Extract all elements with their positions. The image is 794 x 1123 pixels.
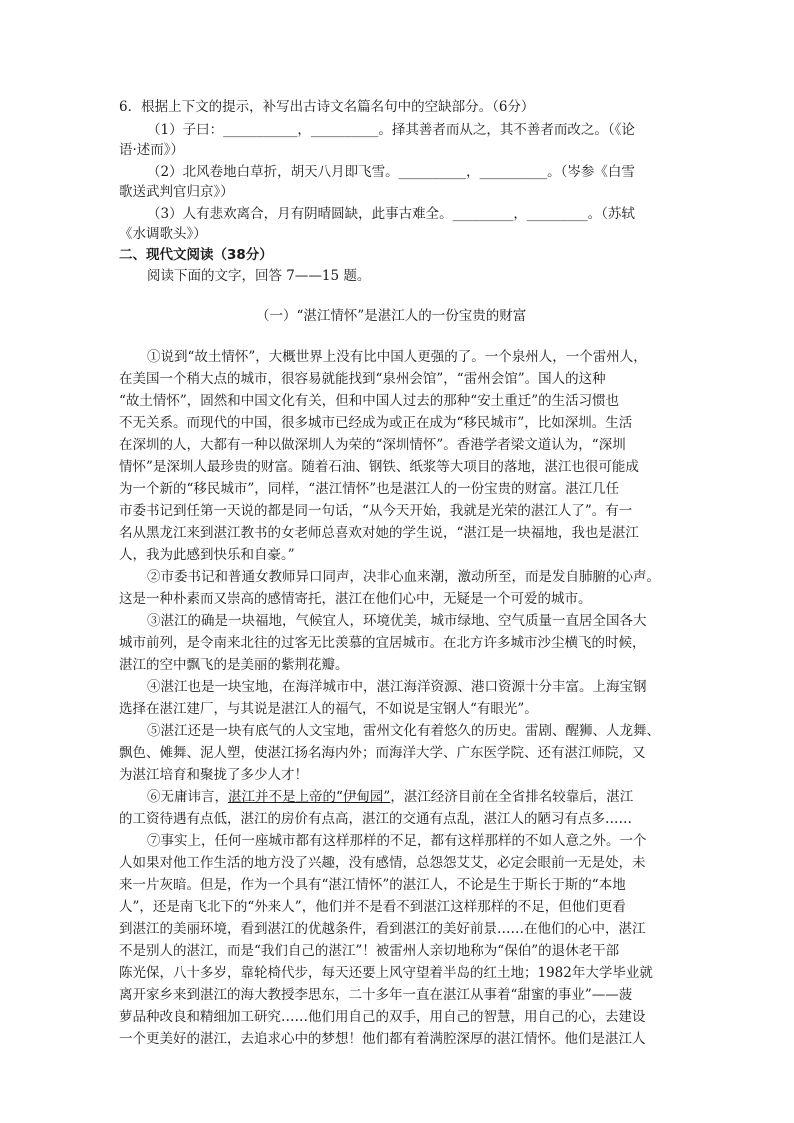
- paragraph-line: 在美国一个稍大点的城市，很容易就能找到“泉州会馆”，“雷州会馆”。国人的这种: [119, 371, 606, 387]
- paragraph-line: 不无关系。而现代的中国，很多城市已经成为或正在成为“移民城市”，比如深圳。生活: [119, 415, 633, 431]
- paragraph-line: 为湛江培育和聚拢了多少人才！: [119, 767, 308, 783]
- paragraph-line: ③湛江的确是一块福地，气候宜人，环境优美，城市绿地、空气质量一直居全国各大: [147, 613, 647, 629]
- article-title: （一）“湛江情怀”是湛江人的一份宝贵的财富: [256, 308, 527, 324]
- paragraph-line: 这是一种朴素而又崇高的感情寄托，湛江在他们心中，无疑是一个可爱的城市。: [119, 591, 592, 607]
- paragraph-line: 在深圳的人，大都有一种以做深圳人为荣的“深圳情怀”。香港学者梁文道认为，“深圳: [119, 437, 626, 453]
- paragraph-line: 为一个新的“移民城市”，同样，“湛江情怀”也是湛江人的一份宝贵的财富。湛江几任: [119, 481, 620, 497]
- paragraph-text: ⑥无庸讳言，: [147, 789, 228, 805]
- question-6-item-1-cont: 语·述而》）: [119, 142, 185, 158]
- paragraph-line: 城市前列，是令南来北往的过客无比羡慕的宜居城市。在北方许多城市沙尘横飞的时候，: [119, 635, 646, 651]
- paragraph-line: 人如果对他工作生活的地方没了兴趣，没有感情，总怨怨艾艾，必定会眼前一无是处，未: [119, 855, 646, 871]
- paragraph-line: 选择在湛江建厂，与其说是湛江人的福气，不如说是宝钢人“有眼光”。: [119, 701, 538, 717]
- paragraph-line: 萝品种改良和精细加工研究……他们用自己的双手，用自己的智慧，用自己的心，去建设: [119, 1009, 646, 1025]
- question-6-item-2: （2）北风卷地白草折，胡天八月即飞雪。__________，__________。（岑参《白雪: [147, 164, 635, 180]
- paragraph-line: “故土情怀”，固然和中国文化有关，但和中国人过去的那种“安土重迁”的生活习惯也: [119, 393, 620, 409]
- paragraph-line: ⑤湛江还是一块有底气的人文宝地，雷州文化有着悠久的历史。雷剧、醒狮、人龙舞、: [147, 723, 660, 739]
- question-6-item-1: （1）子曰：___________，__________。择其善者而从之，其不善者而改之。（《论: [147, 122, 635, 138]
- paragraph-line: 一个更美好的湛江，去追求心中的梦想！他们都有着满腔深厚的湛江情怀。他们是湛江人: [119, 1031, 646, 1047]
- paragraph-line: 到湛江的美丽环境，看到湛江的优越条件，看到湛江的美好前景……在他们的心中，湛江: [119, 921, 646, 937]
- question-6-item-3-cont: 《水调歌头》）: [119, 226, 207, 242]
- paragraph-line: ①说到“故土情怀”，大概世界上没有比中国人更强的了。一个泉州人，一个雷州人，: [147, 349, 647, 365]
- paragraph-line: 离开家乡来到湛江的海大教授李思东，二十多年一直在湛江从事着“甜蜜的事业”——菠: [119, 987, 633, 1003]
- paragraph-line: 陈光保，八十多岁，靠轮椅代步，每天还要上风守望着半岛的红土地；1982年大学毕业就: [119, 965, 653, 981]
- question-6-header: 6．根据上下文的提示，补写出古诗文名篇名句中的空缺部分。（6分）: [119, 99, 535, 115]
- paragraph-text: ，湛江经济目前在全省排名较靠后，湛江: [390, 789, 634, 805]
- paragraph-line: ⑦事实上，任何一座城市都有这样那样的不足，都有这样那样的不如人意之外。一个: [147, 833, 647, 849]
- paragraph-line: 不是别人的湛江，而是“我们自己的湛江”！被雷州人亲切地称为“保伯”的退休老干部: [119, 943, 620, 959]
- underlined-phrase: 湛江并不是上帝的“伊甸园”: [228, 789, 391, 805]
- paragraph-line: [147, 787, 633, 807]
- section-title: 二、现代文阅读（38分）: [119, 247, 273, 263]
- paragraph-line: 人，我为此感到快乐和自豪。”: [119, 547, 295, 563]
- question-6-item-3: （3）人有悲欢离合，月有阴晴圆缺，此事古难全。_________，_________。（苏轼: [147, 206, 635, 222]
- paragraph-line: ②市委书记和普通女教师异口同声，决非心血来潮，激动所至，而是发自肺腑的心声。: [147, 569, 660, 585]
- section-instruction: 阅读下面的文字，回答 7——15 题。: [147, 268, 371, 284]
- paragraph-line: 的工资待遇有点低，湛江的房价有点高，湛江的交通有点乱，湛江人的陋习有点多……: [119, 811, 632, 827]
- paragraph-line: 名从黑龙江来到湛江教书的女老师总喜欢对她的学生说，“湛江是一块福地，我也是湛江: [119, 525, 639, 541]
- question-6-item-2-cont: 歌送武判官归京》）: [119, 184, 234, 200]
- paragraph-line: 情怀”是深圳人最珍贵的财富。随着石油、钢铁、纸浆等大项目的落地，湛江也很可能成: [119, 459, 639, 475]
- paragraph-line: 飘色、傩舞、泥人塑，使湛江扬名海内外；而海洋大学、广东医学院、还有湛江师院，又: [119, 745, 646, 761]
- paragraph-line: 市委书记到任第一天说的都是同一句话，“从今天开始，我就是光荣的湛江人了”。有一: [119, 503, 633, 519]
- paragraph-line: ④湛江也是一块宝地，在海洋城市中，湛江海洋资源、港口资源十分丰富。上海宝钢: [147, 679, 647, 695]
- paragraph-line: 来一片灰暗。但是，作为一个具有“湛江情怀”的湛江人，不论是生于斯长于斯的“本地: [119, 877, 626, 893]
- paragraph-line: 人”，还是南飞北下的“外来人”，他们并不是看不到湛江这样那样的不足，但他们更看: [119, 899, 626, 915]
- paragraph-line: 湛江的空中飘飞的是美丽的紫荆花瓣。: [119, 657, 349, 673]
